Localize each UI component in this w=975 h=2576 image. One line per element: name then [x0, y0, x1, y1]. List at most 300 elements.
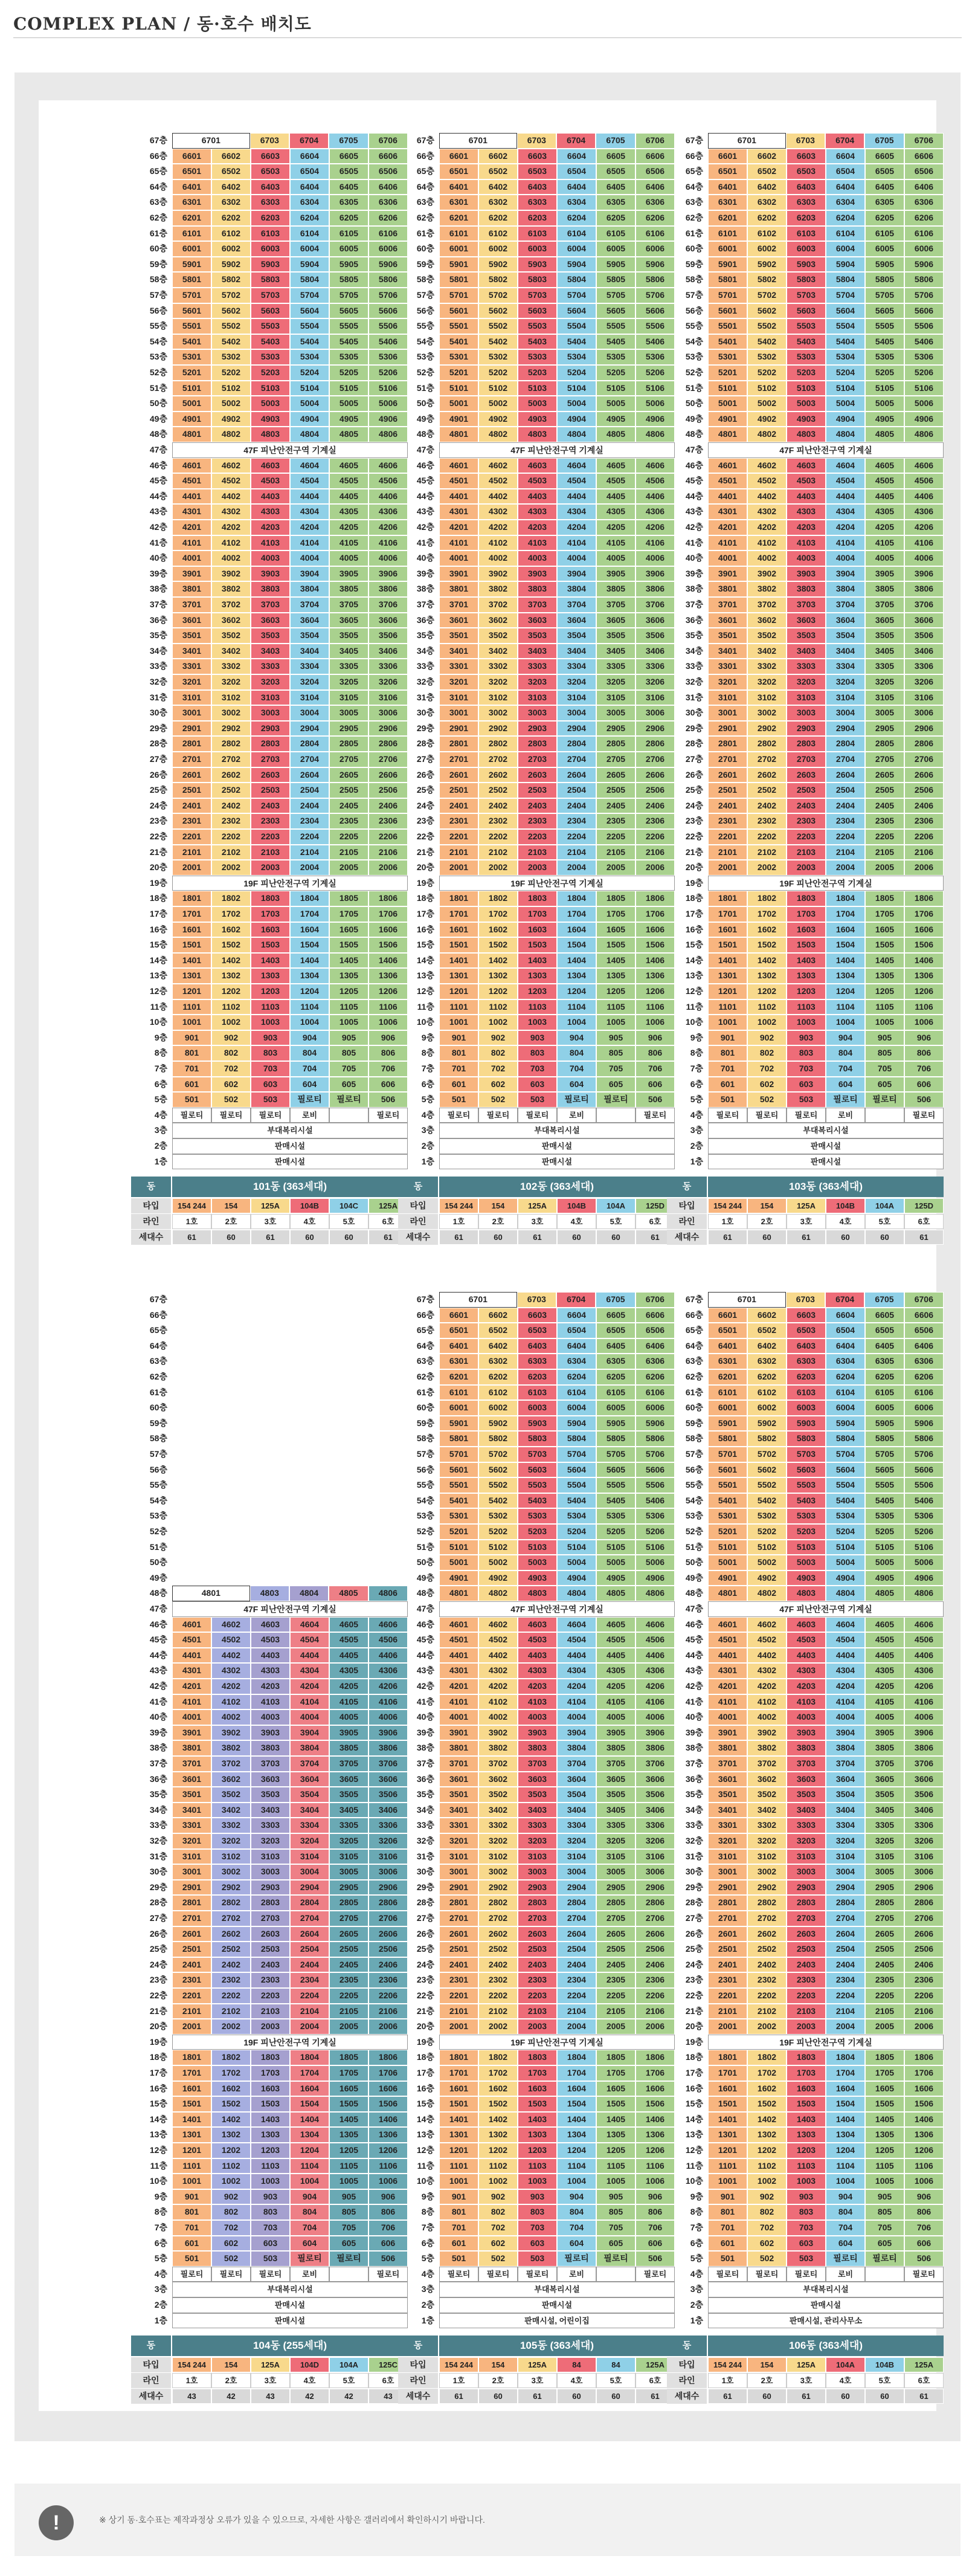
unit-cell[interactable]: 3703: [518, 1756, 557, 1772]
unit-cell[interactable]: 702: [478, 2220, 518, 2236]
unit-cell[interactable]: 503: [787, 1092, 826, 1108]
unit-cell[interactable]: 6104: [826, 1385, 865, 1401]
unit-cell[interactable]: 4501: [439, 1632, 478, 1648]
unit-cell[interactable]: 5002: [478, 396, 518, 412]
unit-cell[interactable]: 3705: [865, 597, 904, 613]
unit-cell[interactable]: 3201: [439, 674, 478, 690]
unit-cell[interactable]: 5004: [826, 1555, 865, 1570]
unit-cell[interactable]: 3505: [596, 628, 636, 644]
unit-cell[interactable]: 4302: [478, 504, 518, 520]
unit-cell[interactable]: 5705: [865, 1447, 904, 1462]
unit-cell[interactable]: 3701: [439, 1756, 478, 1772]
unit-cell[interactable]: 4604: [826, 458, 865, 474]
unit-cell[interactable]: 2104: [826, 845, 865, 860]
unit-cell[interactable]: 5602: [478, 1462, 518, 1478]
unit-cell[interactable]: 4401: [172, 1648, 211, 1664]
unit-cell[interactable]: 4205: [329, 1679, 368, 1694]
unit-cell[interactable]: 6604: [557, 149, 596, 164]
unit-cell[interactable]: 6303: [787, 1354, 826, 1369]
unit-cell[interactable]: 5006: [368, 396, 408, 412]
unit-cell[interactable]: 4502: [211, 1632, 251, 1648]
unit-cell[interactable]: 3801: [708, 1740, 747, 1756]
unit-cell[interactable]: 4805: [329, 1586, 368, 1601]
unit-cell[interactable]: 1403: [251, 2112, 290, 2128]
unit-cell[interactable]: 2201: [708, 1988, 747, 2004]
unit-cell[interactable]: 2603: [518, 1926, 557, 1942]
unit-cell[interactable]: 1404: [557, 2112, 596, 2128]
unit-cell[interactable]: 2903: [251, 721, 290, 737]
unit-cell[interactable]: 4505: [865, 1632, 904, 1648]
unit-cell[interactable]: 4206: [904, 1679, 944, 1694]
unit-cell[interactable]: 4404: [290, 1648, 329, 1664]
unit-cell[interactable]: 1203: [787, 984, 826, 999]
unit-cell[interactable]: 501: [439, 2251, 478, 2267]
unit-cell[interactable]: 6105: [865, 226, 904, 242]
unit-cell[interactable]: 2706: [368, 752, 408, 767]
unit-cell[interactable]: 5103: [787, 381, 826, 396]
unit-cell[interactable]: 2305: [865, 813, 904, 829]
unit-cell[interactable]: 3504: [826, 1787, 865, 1803]
unit-cell[interactable]: 3802: [747, 1740, 787, 1756]
unit-cell[interactable]: 2905: [596, 721, 636, 737]
unit-cell[interactable]: 506: [904, 1092, 944, 1108]
unit-cell[interactable]: 1306: [368, 968, 408, 984]
unit-cell[interactable]: 701: [172, 1061, 211, 1077]
unit-cell[interactable]: 5002: [478, 1555, 518, 1570]
unit-cell[interactable]: 5902: [478, 257, 518, 273]
unit-cell[interactable]: 704: [826, 2220, 865, 2236]
unit-cell[interactable]: 3106: [904, 690, 944, 706]
unit-cell[interactable]: 2704: [826, 1911, 865, 1926]
unit-cell[interactable]: 4106: [368, 1694, 408, 1710]
unit-cell[interactable]: 6606: [636, 1308, 675, 1323]
unit-cell[interactable]: 2604: [557, 1926, 596, 1942]
unit-cell[interactable]: 2603: [787, 767, 826, 783]
unit-cell[interactable]: 2604: [557, 767, 596, 783]
unit-cell[interactable]: 4102: [747, 1694, 787, 1710]
unit-cell[interactable]: 1102: [747, 2158, 787, 2174]
unit-cell[interactable]: 4002: [747, 550, 787, 566]
unit-cell[interactable]: 5206: [904, 1524, 944, 1540]
unit-cell[interactable]: 3803: [787, 1740, 826, 1756]
unit-cell[interactable]: 6006: [636, 1400, 675, 1416]
unit-cell[interactable]: 4003: [787, 550, 826, 566]
unit-cell[interactable]: 3904: [826, 1725, 865, 1741]
unit-cell[interactable]: 4506: [636, 1632, 675, 1648]
unit-cell[interactable]: 1005: [865, 2174, 904, 2189]
unit-cell[interactable]: 5402: [478, 1493, 518, 1509]
unit-cell[interactable]: 3905: [865, 566, 904, 582]
unit-cell[interactable]: 3105: [329, 690, 368, 706]
unit-cell[interactable]: 905: [865, 2189, 904, 2205]
unit-cell[interactable]: 4405: [329, 489, 368, 505]
unit-cell[interactable]: 4301: [708, 504, 747, 520]
unit-cell[interactable]: 2605: [596, 1926, 636, 1942]
unit-cell[interactable]: 5104: [557, 1540, 596, 1555]
unit-cell[interactable]: 1003: [251, 2174, 290, 2189]
unit-cell[interactable]: 3801: [172, 581, 211, 597]
unit-cell[interactable]: 604: [290, 2236, 329, 2252]
unit-cell[interactable]: 905: [329, 1030, 368, 1046]
unit-cell[interactable]: 2804: [826, 1895, 865, 1911]
unit-cell[interactable]: 4905: [596, 1570, 636, 1586]
unit-cell[interactable]: 5704: [557, 288, 596, 303]
unit-cell[interactable]: 1503: [518, 937, 557, 953]
unit-cell[interactable]: 5606: [636, 1462, 675, 1478]
unit-cell[interactable]: 1602: [211, 922, 251, 938]
unit-cell[interactable]: 2503: [518, 783, 557, 798]
unit-cell[interactable]: 2703: [787, 752, 826, 767]
unit-cell[interactable]: 5301: [439, 349, 478, 365]
unit-cell[interactable]: 3104: [290, 1849, 329, 1865]
unit-cell[interactable]: 6304: [826, 195, 865, 210]
unit-cell[interactable]: 4506: [368, 473, 408, 489]
unit-cell[interactable]: 5701: [439, 288, 478, 303]
unit-cell[interactable]: 5504: [826, 318, 865, 334]
unit-cell[interactable]: 3706: [904, 1756, 944, 1772]
unit-cell[interactable]: 4305: [865, 504, 904, 520]
unit-cell[interactable]: 4002: [478, 1709, 518, 1725]
unit-cell[interactable]: 6002: [747, 1400, 787, 1416]
unit-cell[interactable]: 1005: [329, 2174, 368, 2189]
unit-cell[interactable]: 필로티: [557, 1092, 596, 1108]
unit-cell[interactable]: 2002: [478, 860, 518, 876]
unit-cell[interactable]: 5203: [787, 365, 826, 381]
unit-cell[interactable]: 2602: [478, 767, 518, 783]
unit-cell[interactable]: 5805: [596, 272, 636, 288]
unit-cell[interactable]: 2706: [636, 1911, 675, 1926]
unit-cell[interactable]: 3206: [636, 674, 675, 690]
unit-cell[interactable]: 3202: [747, 1833, 787, 1849]
unit-cell[interactable]: 5504: [557, 1477, 596, 1493]
unit-cell[interactable]: 6601: [172, 149, 211, 164]
unit-cell[interactable]: 5806: [368, 272, 408, 288]
unit-cell[interactable]: 5005: [329, 396, 368, 412]
unit-cell[interactable]: 1301: [708, 2127, 747, 2143]
unit-cell[interactable]: 6603: [518, 149, 557, 164]
unit-cell[interactable]: 2305: [596, 1972, 636, 1988]
unit-cell[interactable]: 2701: [172, 1911, 211, 1926]
unit-cell[interactable]: 1605: [865, 2081, 904, 2097]
unit-cell[interactable]: 1406: [904, 953, 944, 969]
unit-cell[interactable]: 5002: [747, 1555, 787, 1570]
unit-cell[interactable]: 3201: [439, 1833, 478, 1849]
unit-cell[interactable]: 3806: [636, 581, 675, 597]
unit-cell[interactable]: 1702: [747, 2065, 787, 2081]
unit-cell[interactable]: 4002: [211, 1709, 251, 1725]
unit-cell[interactable]: 6202: [211, 210, 251, 226]
unit-cell[interactable]: 2301: [708, 1972, 747, 1988]
unit-cell[interactable]: 3902: [478, 566, 518, 582]
unit-cell[interactable]: 5702: [747, 288, 787, 303]
unit-cell[interactable]: 2506: [636, 1942, 675, 1957]
unit-cell[interactable]: 3903: [251, 1725, 290, 1741]
unit-cell[interactable]: 2103: [251, 845, 290, 860]
unit-cell[interactable]: 5203: [518, 365, 557, 381]
unit-cell[interactable]: 802: [478, 1045, 518, 1061]
unit-cell[interactable]: 6503: [251, 164, 290, 179]
unit-cell[interactable]: 2301: [439, 813, 478, 829]
unit-cell[interactable]: 3901: [708, 566, 747, 582]
unit-cell[interactable]: 605: [596, 1077, 636, 1093]
unit-cell[interactable]: 3405: [329, 1803, 368, 1818]
unit-cell[interactable]: 3605: [596, 613, 636, 628]
unit-cell[interactable]: 2005: [596, 860, 636, 876]
unit-cell[interactable]: 3005: [865, 705, 904, 721]
unit-cell[interactable]: 1205: [865, 984, 904, 999]
unit-cell[interactable]: 2704: [290, 1911, 329, 1926]
unit-cell[interactable]: 3406: [368, 644, 408, 659]
unit-cell[interactable]: 904: [826, 1030, 865, 1046]
unit-cell[interactable]: 1701: [708, 906, 747, 922]
unit-cell[interactable]: 3304: [290, 659, 329, 674]
unit-cell[interactable]: 6003: [787, 241, 826, 257]
unit-cell[interactable]: 1101: [708, 2158, 747, 2174]
unit-cell[interactable]: 3901: [172, 1725, 211, 1741]
unit-cell[interactable]: 6203: [518, 210, 557, 226]
unit-cell[interactable]: 2601: [708, 1926, 747, 1942]
unit-cell[interactable]: 1704: [290, 2065, 329, 2081]
unit-cell[interactable]: 5204: [290, 365, 329, 381]
unit-cell[interactable]: 1305: [596, 2127, 636, 2143]
unit-cell[interactable]: 5302: [747, 1508, 787, 1524]
unit-cell[interactable]: 3006: [636, 705, 675, 721]
unit-cell[interactable]: 6504: [826, 1323, 865, 1338]
unit-cell[interactable]: 3101: [708, 690, 747, 706]
unit-cell[interactable]: 5704: [826, 1447, 865, 1462]
unit-cell[interactable]: 6201: [708, 210, 747, 226]
unit-cell[interactable]: 1305: [329, 2127, 368, 2143]
unit-cell[interactable]: 3403: [518, 644, 557, 659]
unit-cell[interactable]: 2402: [478, 1957, 518, 1973]
unit-cell[interactable]: 4306: [636, 504, 675, 520]
unit-cell[interactable]: 6006: [368, 241, 408, 257]
unit-cell[interactable]: 2104: [290, 845, 329, 860]
unit-cell[interactable]: 5501: [172, 318, 211, 334]
unit-cell[interactable]: 606: [368, 1077, 408, 1093]
unit-cell[interactable]: 1802: [478, 891, 518, 906]
unit-cell[interactable]: 1006: [904, 2174, 944, 2189]
unit-cell[interactable]: 4501: [172, 473, 211, 489]
unit-cell[interactable]: 3901: [708, 1725, 747, 1741]
unit-cell[interactable]: 3202: [747, 674, 787, 690]
unit-cell[interactable]: 2701: [708, 1911, 747, 1926]
unit-cell[interactable]: 4206: [636, 520, 675, 535]
unit-cell[interactable]: 1304: [557, 968, 596, 984]
unit-cell[interactable]: 3106: [636, 1849, 675, 1865]
unit-cell[interactable]: 3505: [865, 628, 904, 644]
unit-cell[interactable]: 6306: [636, 195, 675, 210]
unit-cell[interactable]: 3306: [636, 659, 675, 674]
unit-cell[interactable]: 3205: [596, 1833, 636, 1849]
unit-cell[interactable]: 6005: [596, 241, 636, 257]
unit-cell[interactable]: 5706: [904, 1447, 944, 1462]
unit-cell[interactable]: 5802: [211, 272, 251, 288]
unit-cell[interactable]: 5601: [439, 303, 478, 319]
unit-cell[interactable]: 1602: [478, 2081, 518, 2097]
unit-cell[interactable]: 2302: [478, 1972, 518, 1988]
unit-cell[interactable]: 3205: [865, 1833, 904, 1849]
unit-cell[interactable]: 2406: [904, 1957, 944, 1973]
unit-cell[interactable]: 2703: [251, 1911, 290, 1926]
unit-cell[interactable]: 4202: [747, 1679, 787, 1694]
unit-cell[interactable]: 1402: [478, 953, 518, 969]
unit-cell[interactable]: 4202: [747, 520, 787, 535]
unit-cell[interactable]: 6501: [439, 164, 478, 179]
unit-cell[interactable]: 1404: [290, 2112, 329, 2128]
unit-cell[interactable]: 5304: [826, 349, 865, 365]
unit-cell[interactable]: 801: [172, 1045, 211, 1061]
unit-cell[interactable]: 1804: [557, 891, 596, 906]
unit-cell[interactable]: 4203: [251, 1679, 290, 1694]
unit-cell[interactable]: 703: [251, 1061, 290, 1077]
unit-cell[interactable]: 3001: [172, 1864, 211, 1880]
unit-cell[interactable]: 3301: [708, 659, 747, 674]
unit-cell[interactable]: 604: [826, 1077, 865, 1093]
unit-cell[interactable]: 4006: [636, 550, 675, 566]
unit-cell[interactable]: 3505: [596, 1787, 636, 1803]
unit-cell[interactable]: 4201: [439, 1679, 478, 1694]
unit-cell[interactable]: 3603: [787, 1772, 826, 1787]
unit-cell[interactable]: 6102: [747, 226, 787, 242]
unit-cell[interactable]: 803: [251, 2204, 290, 2220]
unit-cell[interactable]: 1602: [211, 2081, 251, 2097]
unit-cell[interactable]: 5202: [211, 365, 251, 381]
unit-cell[interactable]: 2703: [251, 752, 290, 767]
unit-cell[interactable]: 1306: [904, 968, 944, 984]
unit-cell[interactable]: 3304: [826, 659, 865, 674]
unit-cell[interactable]: 4404: [826, 489, 865, 505]
unit-cell[interactable]: 2001: [172, 860, 211, 876]
unit-cell[interactable]: 5206: [368, 365, 408, 381]
unit-cell[interactable]: 3105: [329, 1849, 368, 1865]
unit-cell[interactable]: 5304: [826, 1508, 865, 1524]
unit-cell[interactable]: 6703: [786, 1292, 825, 1308]
unit-cell[interactable]: 2703: [518, 752, 557, 767]
unit-cell[interactable]: 3801: [439, 581, 478, 597]
unit-cell[interactable]: 6606: [904, 1308, 944, 1323]
unit-cell[interactable]: 903: [251, 2189, 290, 2205]
unit-cell[interactable]: 3404: [557, 644, 596, 659]
unit-cell[interactable]: 5705: [865, 288, 904, 303]
unit-cell[interactable]: 2704: [290, 752, 329, 767]
unit-cell[interactable]: 4104: [290, 1694, 329, 1710]
unit-cell[interactable]: 3703: [787, 597, 826, 613]
unit-cell[interactable]: 4503: [251, 473, 290, 489]
unit-cell[interactable]: 1704: [557, 906, 596, 922]
unit-cell[interactable]: 2206: [904, 829, 944, 845]
unit-cell[interactable]: 702: [747, 1061, 787, 1077]
unit-cell[interactable]: 4605: [596, 1617, 636, 1633]
unit-cell[interactable]: 2905: [865, 721, 904, 737]
unit-cell[interactable]: 2102: [747, 845, 787, 860]
unit-cell[interactable]: 4402: [747, 1648, 787, 1664]
unit-cell[interactable]: 6401: [439, 1338, 478, 1354]
unit-cell[interactable]: 1304: [826, 968, 865, 984]
unit-cell[interactable]: 필로티: [826, 2251, 865, 2267]
unit-cell[interactable]: 4103: [518, 1694, 557, 1710]
unit-cell[interactable]: 2303: [787, 813, 826, 829]
unit-cell[interactable]: 3804: [557, 1740, 596, 1756]
unit-cell[interactable]: 2002: [747, 2019, 787, 2035]
unit-cell[interactable]: 5302: [478, 1508, 518, 1524]
unit-cell[interactable]: 2001: [172, 2019, 211, 2035]
unit-cell[interactable]: 4406: [636, 1648, 675, 1664]
unit-cell[interactable]: 5502: [747, 1477, 787, 1493]
unit-cell[interactable]: 3206: [904, 674, 944, 690]
unit-cell[interactable]: 2801: [172, 736, 211, 752]
unit-cell[interactable]: 1205: [596, 2143, 636, 2158]
unit-cell[interactable]: 3301: [439, 1818, 478, 1833]
unit-cell[interactable]: 6401: [172, 179, 211, 195]
unit-cell[interactable]: 5705: [596, 288, 636, 303]
unit-cell[interactable]: 2006: [368, 2019, 408, 2035]
unit-cell[interactable]: 3603: [251, 1772, 290, 1787]
unit-cell[interactable]: 806: [904, 2204, 944, 2220]
unit-cell[interactable]: 4203: [518, 520, 557, 535]
unit-cell[interactable]: 4106: [904, 1694, 944, 1710]
unit-cell[interactable]: 3705: [596, 1756, 636, 1772]
unit-cell[interactable]: 4201: [172, 520, 211, 535]
unit-cell[interactable]: 2403: [251, 798, 290, 814]
unit-cell[interactable]: 1703: [518, 2065, 557, 2081]
unit-cell[interactable]: 6301: [708, 1354, 747, 1369]
unit-cell[interactable]: 1705: [596, 906, 636, 922]
unit-cell[interactable]: 1606: [636, 922, 675, 938]
unit-cell[interactable]: 6704: [825, 1292, 864, 1308]
unit-cell[interactable]: 2902: [478, 1880, 518, 1896]
unit-cell[interactable]: 4406: [368, 1648, 408, 1664]
unit-cell[interactable]: 2103: [787, 2004, 826, 2019]
unit-cell[interactable]: 1203: [518, 984, 557, 999]
unit-cell[interactable]: 2106: [636, 845, 675, 860]
unit-cell[interactable]: 3501: [708, 628, 747, 644]
unit-cell[interactable]: 6104: [826, 226, 865, 242]
unit-cell[interactable]: 6306: [904, 195, 944, 210]
unit-cell[interactable]: 3502: [747, 1787, 787, 1803]
unit-cell[interactable]: 3002: [211, 1864, 251, 1880]
unit-cell[interactable]: 1505: [329, 2096, 368, 2112]
unit-cell[interactable]: 5304: [290, 349, 329, 365]
unit-cell[interactable]: 5705: [329, 288, 368, 303]
unit-cell[interactable]: 1706: [368, 906, 408, 922]
unit-cell[interactable]: 3203: [251, 1833, 290, 1849]
unit-cell[interactable]: 4204: [290, 1679, 329, 1694]
unit-cell[interactable]: 5905: [596, 257, 636, 273]
unit-cell[interactable]: 4504: [557, 1632, 596, 1648]
unit-cell[interactable]: 3103: [518, 690, 557, 706]
unit-cell[interactable]: 5702: [478, 288, 518, 303]
unit-cell[interactable]: 6106: [368, 226, 408, 242]
unit-cell[interactable]: 3706: [368, 1756, 408, 1772]
unit-cell[interactable]: 2106: [368, 845, 408, 860]
unit-cell[interactable]: 2901: [439, 721, 478, 737]
unit-cell[interactable]: 3001: [708, 1864, 747, 1880]
unit-cell[interactable]: 5506: [636, 318, 675, 334]
unit-cell[interactable]: 6203: [787, 210, 826, 226]
unit-cell[interactable]: 5301: [172, 349, 211, 365]
unit-cell[interactable]: 2404: [826, 1957, 865, 1973]
unit-cell[interactable]: 3505: [329, 628, 368, 644]
unit-cell[interactable]: 4303: [251, 504, 290, 520]
unit-cell[interactable]: 1301: [172, 2127, 211, 2143]
unit-cell[interactable]: 2702: [747, 752, 787, 767]
unit-cell[interactable]: 3602: [211, 1772, 251, 1787]
unit-cell[interactable]: 2802: [211, 736, 251, 752]
unit-cell[interactable]: 4806: [368, 1586, 408, 1601]
unit-cell[interactable]: 4001: [172, 1709, 211, 1725]
unit-cell[interactable]: 4606: [636, 458, 675, 474]
